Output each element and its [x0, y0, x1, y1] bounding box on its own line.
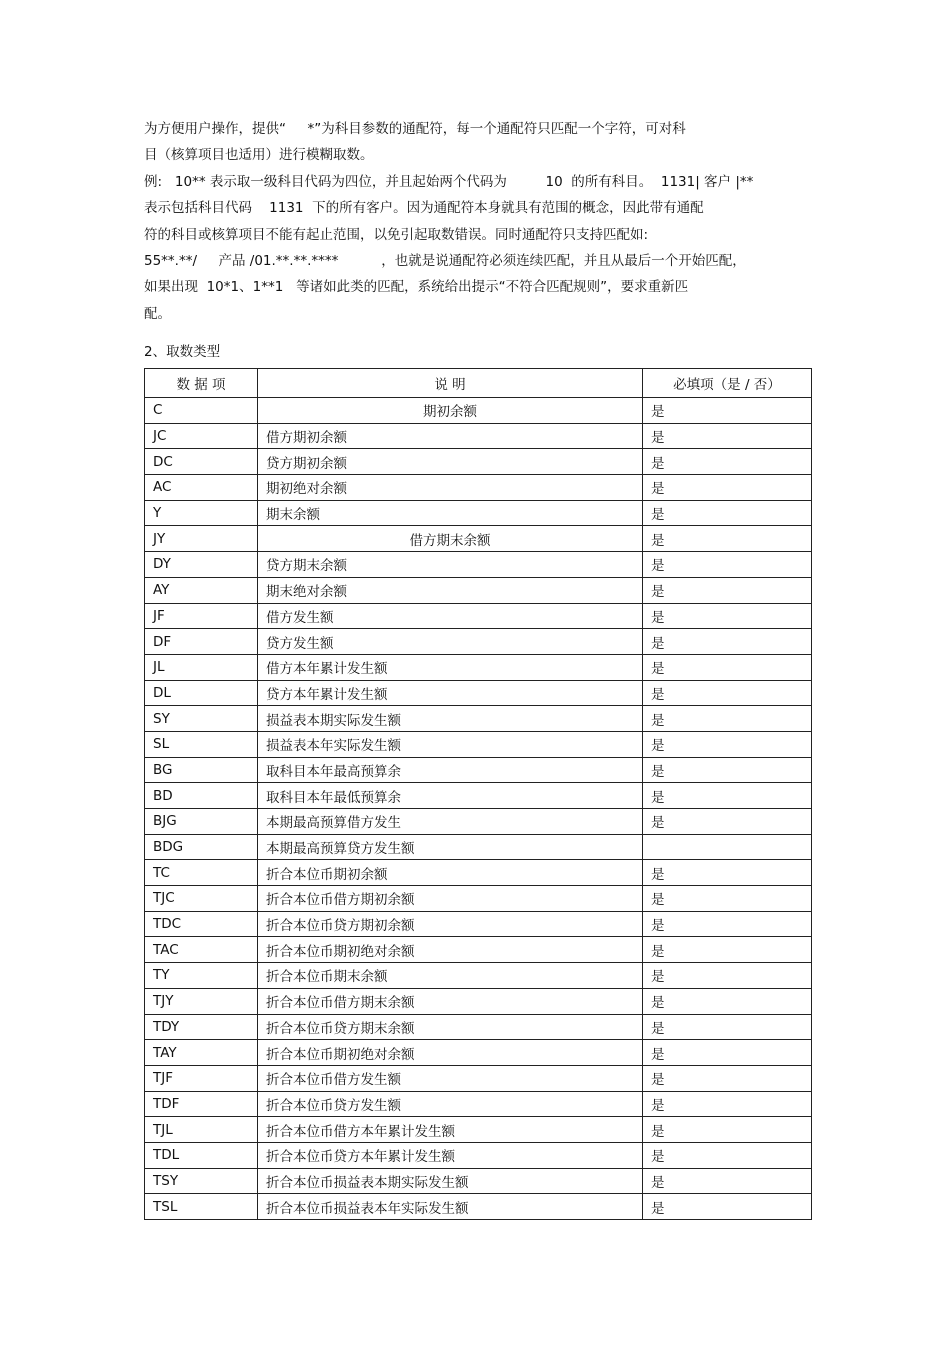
table-row	[145, 834, 812, 860]
cell-required: 是	[643, 1194, 812, 1220]
cell-description: 期初绝对余额	[258, 475, 643, 501]
cell-required: 是	[643, 988, 812, 1014]
cell-required: 是	[643, 500, 812, 526]
cell-code: TJF	[145, 1065, 258, 1091]
table-row	[145, 526, 812, 552]
table-row	[145, 1117, 812, 1143]
cell-description: 折合本位币贷方期末余额	[258, 1014, 643, 1040]
table-row	[145, 603, 812, 629]
cell-description: 期初余额	[258, 398, 643, 424]
cell-code: AC	[145, 475, 258, 501]
cell-required: 是	[643, 809, 812, 835]
cell-description: 折合本位币贷方期初余额	[258, 911, 643, 937]
table-row	[145, 398, 812, 424]
cell-code: TSY	[145, 1168, 258, 1194]
cell-required: 是	[643, 860, 812, 886]
cell-code: TAC	[145, 937, 258, 963]
table-row	[145, 680, 812, 706]
cell-required: 是	[643, 783, 812, 809]
cell-description: 借方发生额	[258, 603, 643, 629]
paragraph-line: 表示包括科目代码 1131 下的所有客户。因为通配符本身就具有范围的概念，因此带有通配	[144, 200, 704, 217]
cell-description: 折合本位币借方发生额	[258, 1065, 643, 1091]
table-row	[145, 809, 812, 835]
table-row	[145, 911, 812, 937]
table-row	[145, 475, 812, 501]
cell-description: 本期最高预算借方发生	[258, 809, 643, 835]
table-row	[145, 629, 812, 655]
paragraph-line: 目（核算项目也适用）进行模糊取数。	[144, 147, 374, 164]
cell-code: Y	[145, 500, 258, 526]
table-row	[145, 937, 812, 963]
table-row	[145, 860, 812, 886]
table-header-row	[145, 369, 812, 398]
table-row	[145, 552, 812, 578]
cell-description: 贷方发生额	[258, 629, 643, 655]
cell-code: SL	[145, 731, 258, 757]
cell-code: TJY	[145, 988, 258, 1014]
table-row	[145, 1142, 812, 1168]
paragraph-line: 配。	[144, 305, 171, 322]
cell-required: 是	[643, 654, 812, 680]
cell-code: JF	[145, 603, 258, 629]
table-row	[145, 1194, 812, 1220]
cell-description: 贷方期末余额	[258, 552, 643, 578]
cell-required: 是	[643, 603, 812, 629]
paragraph-line: 如果出现 10*1、1**1 等诸如此类的匹配，系统给出提示“不符合匹配规则”，要求重新匹	[144, 279, 689, 296]
cell-code: TDF	[145, 1091, 258, 1117]
cell-description: 损益表本年实际发生额	[258, 731, 643, 757]
cell-description: 损益表本期实际发生额	[258, 706, 643, 732]
cell-description: 取科目本年最低预算余	[258, 783, 643, 809]
cell-description: 借方本年累计发生额	[258, 654, 643, 680]
cell-code: DL	[145, 680, 258, 706]
cell-code: TY	[145, 963, 258, 989]
cell-required: 是	[643, 398, 812, 424]
cell-description: 借方期初余额	[258, 423, 643, 449]
cell-code: TDC	[145, 911, 258, 937]
cell-required: 是	[643, 757, 812, 783]
table-row	[145, 1065, 812, 1091]
table-row	[145, 783, 812, 809]
table-row	[145, 449, 812, 475]
table-row	[145, 654, 812, 680]
paragraph-line: 符的科目或核算项目不能有起止范围，以免引起取数错误。同时通配符只支持匹配如:	[144, 226, 649, 243]
cell-description: 折合本位币损益表本年实际发生额	[258, 1194, 643, 1220]
cell-required: 是	[643, 1091, 812, 1117]
cell-required	[643, 834, 812, 860]
table-row	[145, 706, 812, 732]
cell-required: 是	[643, 577, 812, 603]
cell-required: 是	[643, 449, 812, 475]
cell-description: 折合本位币借方期末余额	[258, 988, 643, 1014]
cell-code: TJC	[145, 886, 258, 912]
data-type-table	[144, 368, 812, 1220]
cell-code: DY	[145, 552, 258, 578]
cell-code: JY	[145, 526, 258, 552]
cell-code: BG	[145, 757, 258, 783]
table-row	[145, 757, 812, 783]
cell-required: 是	[643, 475, 812, 501]
cell-required: 是	[643, 963, 812, 989]
header-code: 数 据 项	[145, 369, 258, 398]
paragraph-line: 55**.**/ 产品 /01.**.**.**** ，也就是说通配符必须连续匹配，并且从最后一个开始匹配，	[144, 252, 746, 269]
cell-code: TAY	[145, 1040, 258, 1066]
cell-code: DF	[145, 629, 258, 655]
cell-required: 是	[643, 1040, 812, 1066]
cell-required: 是	[643, 886, 812, 912]
cell-required: 是	[643, 680, 812, 706]
cell-code: JL	[145, 654, 258, 680]
cell-description: 期末绝对余额	[258, 577, 643, 603]
cell-code: DC	[145, 449, 258, 475]
cell-description: 本期最高预算贷方发生额	[258, 834, 643, 860]
cell-required: 是	[643, 937, 812, 963]
cell-description: 期末余额	[258, 500, 643, 526]
cell-description: 借方期末余额	[258, 526, 643, 552]
section-title: 2、取数类型	[144, 344, 221, 360]
cell-code: TJL	[145, 1117, 258, 1143]
cell-required: 是	[643, 1065, 812, 1091]
cell-description: 折合本位币期初绝对余额	[258, 1040, 643, 1066]
paragraph-line: 为方便用户操作，提供“ *”为科目参数的通配符，每一个通配符只匹配一个字符，可对科	[144, 121, 686, 137]
header-description: 说 明	[258, 369, 643, 398]
cell-description: 取科目本年最高预算余	[258, 757, 643, 783]
cell-description: 折合本位币期末余额	[258, 963, 643, 989]
cell-required: 是	[643, 423, 812, 449]
intro-paragraph	[144, 116, 824, 327]
cell-required: 是	[643, 1014, 812, 1040]
cell-required: 是	[643, 1117, 812, 1143]
cell-code: C	[145, 398, 258, 424]
cell-required: 是	[643, 629, 812, 655]
cell-required: 是	[643, 1142, 812, 1168]
table-row	[145, 963, 812, 989]
cell-required: 是	[643, 706, 812, 732]
cell-required: 是	[643, 731, 812, 757]
header-required: 必填项（是 / 否）	[643, 369, 812, 398]
cell-code: BD	[145, 783, 258, 809]
cell-description: 贷方本年累计发生额	[258, 680, 643, 706]
cell-code: BDG	[145, 834, 258, 860]
table-row	[145, 886, 812, 912]
cell-description: 折合本位币借方期初余额	[258, 886, 643, 912]
cell-description: 折合本位币贷方发生额	[258, 1091, 643, 1117]
cell-description: 折合本位币期初余额	[258, 860, 643, 886]
cell-description: 折合本位币借方本年累计发生额	[258, 1117, 643, 1143]
cell-code: TDL	[145, 1142, 258, 1168]
table-row	[145, 577, 812, 603]
cell-required: 是	[643, 911, 812, 937]
table-row	[145, 1168, 812, 1194]
cell-required: 是	[643, 552, 812, 578]
cell-description: 折合本位币损益表本期实际发生额	[258, 1168, 643, 1194]
cell-code: JC	[145, 423, 258, 449]
cell-required: 是	[643, 526, 812, 552]
cell-code: TSL	[145, 1194, 258, 1220]
paragraph-line: 例: 10** 表示取一级科目代码为四位，并且起始两个代码为 10 的所有科目。 1131| 客户 |**	[144, 173, 754, 190]
cell-code: SY	[145, 706, 258, 732]
table-row	[145, 500, 812, 526]
table-row	[145, 1091, 812, 1117]
cell-description: 贷方期初余额	[258, 449, 643, 475]
cell-code: TDY	[145, 1014, 258, 1040]
cell-code: TC	[145, 860, 258, 886]
table-row	[145, 423, 812, 449]
cell-required: 是	[643, 1168, 812, 1194]
table-row	[145, 1014, 812, 1040]
cell-description: 折合本位币贷方本年累计发生额	[258, 1142, 643, 1168]
cell-code: AY	[145, 577, 258, 603]
cell-description: 折合本位币期初绝对余额	[258, 937, 643, 963]
table-row	[145, 1040, 812, 1066]
table-row	[145, 988, 812, 1014]
table-row	[145, 731, 812, 757]
cell-code: BJG	[145, 809, 258, 835]
